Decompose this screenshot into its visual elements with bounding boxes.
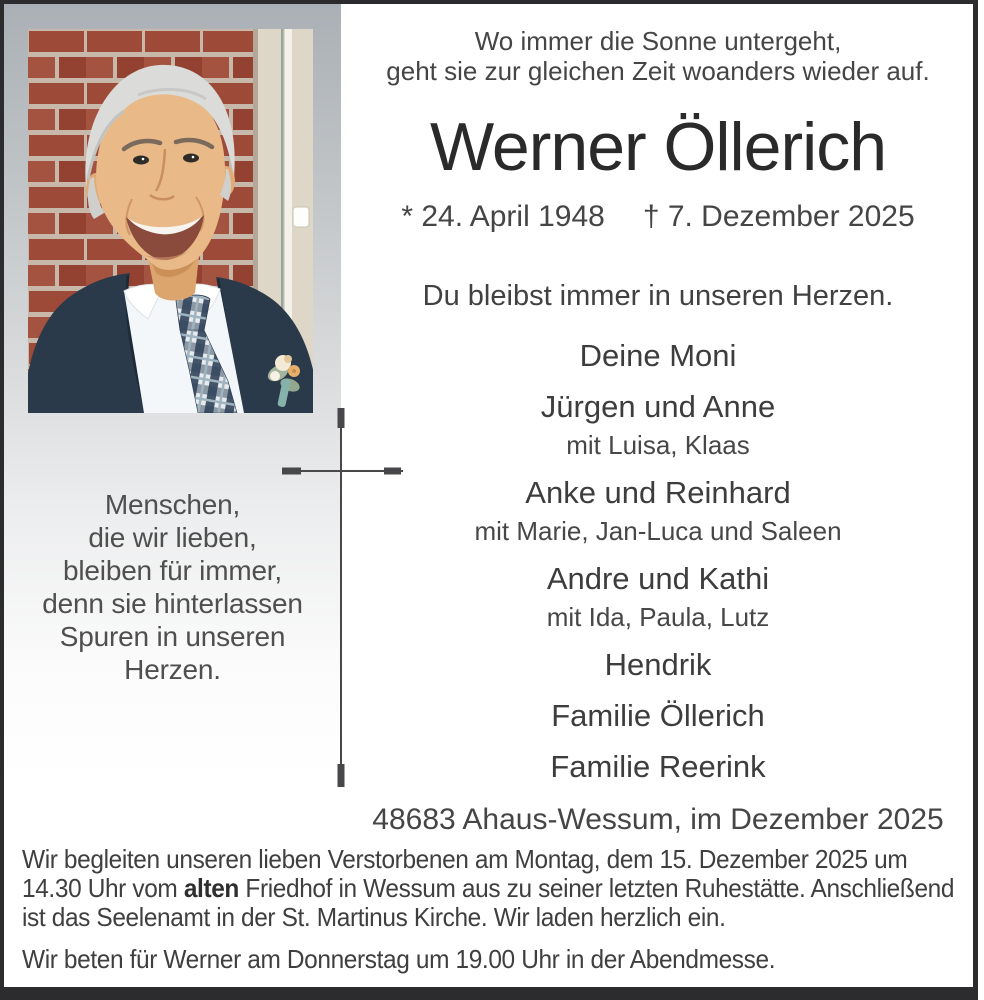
- mourners-list: [341, 338, 975, 785]
- mourner-group: [341, 749, 975, 785]
- memorial-line: Menschen,: [104, 489, 241, 520]
- mourner-name: Hendrik: [604, 647, 712, 682]
- mourner-group: [341, 561, 975, 632]
- mourner-name: Jürgen und Anne: [540, 389, 776, 424]
- mourner-group: [341, 647, 975, 683]
- mourner-name: Familie Öllerich: [551, 698, 765, 733]
- cross-icon: [276, 400, 406, 792]
- mourner-name: Familie Reerink: [550, 749, 766, 784]
- memorial-line: bleiben für immer,: [63, 555, 282, 586]
- mourner-children: mit Ida, Paula, Lutz: [546, 602, 770, 632]
- funeral-information: [22, 845, 962, 974]
- place-and-date: 48683 Ahaus-Wessum, im Dezember 2025: [372, 803, 944, 836]
- announcement-column: [341, 4, 975, 837]
- mourner-group: [341, 338, 975, 374]
- memorial-line: Spuren in unseren: [59, 621, 286, 652]
- prayer-line: Wir beten für Werner am Donnerstag um 19.00 Uhr in der Abendmesse.: [22, 944, 776, 974]
- dedication-line: Du bleibst immer in unseren Herzen.: [422, 280, 894, 312]
- quote-line: geht sie zur gleichen Zeit woanders wieder auf.: [386, 56, 930, 86]
- memorial-line: die wir lieben,: [88, 522, 257, 553]
- mourner-children: mit Luisa, Klaas: [566, 430, 750, 460]
- death-date: † 7. Dezember 2025: [642, 200, 915, 233]
- quote-line: Wo immer die Sonne untergeht,: [474, 26, 842, 56]
- opening-quote: [341, 26, 975, 86]
- funeral-text-part: Friedhof in Wessum aus zu seiner letzten Ruhestätte. Anschließend: [238, 873, 955, 903]
- funeral-text-bold: alten: [183, 873, 239, 903]
- life-dates: [341, 200, 975, 234]
- mourner-children: mit Marie, Jan-Luca und Saleen: [474, 516, 842, 546]
- mourner-group: [341, 475, 975, 546]
- portrait-photo: [28, 29, 313, 413]
- funeral-text-line: ist das Seelenamt in der St. Martinus Kirche. Wir laden herzlich ein.: [22, 902, 726, 932]
- deceased-name: Werner Öllerich: [429, 109, 887, 185]
- funeral-text-line: [22, 874, 962, 903]
- mourner-name: Andre und Kathi: [546, 561, 770, 596]
- funeral-text-part: 14.30 Uhr vom: [22, 873, 184, 903]
- mourner-group: [341, 389, 975, 460]
- birth-date: * 24. April 1948: [401, 200, 605, 233]
- mourner-name: Deine Moni: [579, 338, 737, 373]
- mourner-group: [341, 698, 975, 734]
- memorial-line: Herzen.: [124, 654, 221, 685]
- mourner-name: Anke und Reinhard: [525, 475, 791, 510]
- memorial-line: denn sie hinterlassen: [42, 588, 303, 619]
- funeral-text-line: Wir begleiten unseren lieben Verstorbenen am Montag, dem 15. Dezember 2025 um: [22, 844, 908, 874]
